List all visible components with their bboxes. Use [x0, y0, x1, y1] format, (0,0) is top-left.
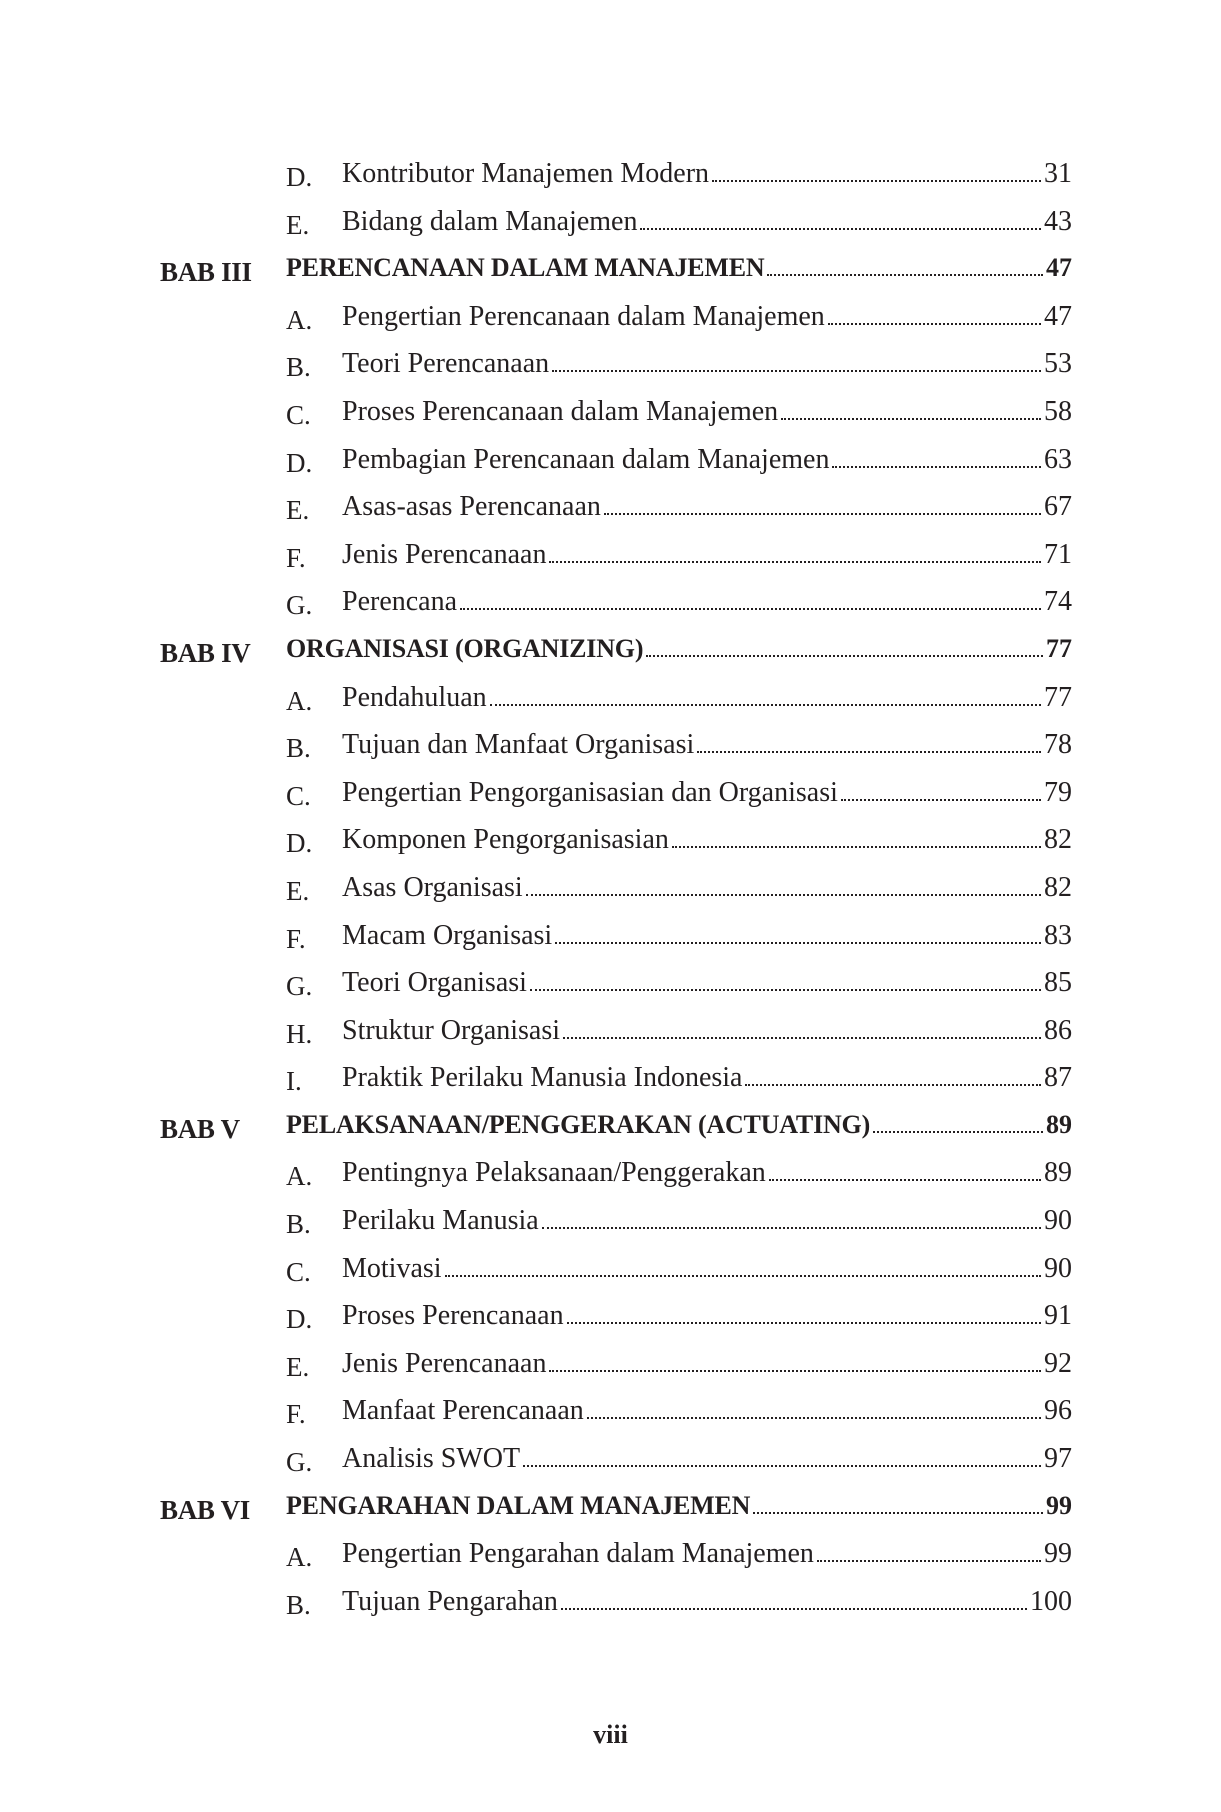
page-ref: 85 [1044, 967, 1072, 999]
section-title: Perilaku Manusia [342, 1205, 539, 1237]
toc-section-row[interactable] [160, 1056, 1072, 1104]
section-title: Tujuan dan Manfaat Organisasi [342, 729, 695, 761]
toc-entry-line [342, 348, 1072, 380]
dot-leader [445, 1274, 1041, 1277]
toc-entry-line [342, 1395, 1072, 1427]
chapter-title: PELAKSANAAN/PENGGERAKAN (ACTUATING) [286, 1109, 871, 1139]
toc-entry-line [342, 967, 1072, 999]
page-ref: 67 [1044, 491, 1072, 523]
toc-chapter-row[interactable] [160, 1485, 1072, 1533]
toc-entry-line [342, 539, 1072, 571]
toc-entry-line [342, 920, 1072, 952]
toc-chapter-row[interactable] [160, 1104, 1072, 1152]
toc-section-row[interactable] [160, 1199, 1072, 1247]
section-title: Teori Perencanaan [342, 348, 550, 380]
toc-entry-line [342, 1348, 1072, 1380]
section-title: Jenis Perencanaan [342, 538, 547, 570]
dot-leader [542, 1226, 1041, 1229]
page-ref: 78 [1044, 729, 1072, 761]
page-ref: 74 [1044, 586, 1072, 618]
toc-section-row[interactable] [160, 580, 1072, 628]
section-letter: F. [286, 1399, 306, 1430]
toc-entry-line [342, 1015, 1072, 1047]
section-letter: B. [286, 733, 311, 764]
toc-entry-line [342, 1062, 1072, 1094]
toc-section-row[interactable] [160, 1342, 1072, 1390]
chapter-number: BAB III [160, 257, 252, 288]
dot-leader [549, 560, 1041, 563]
page-ref: 63 [1044, 443, 1072, 475]
toc-entry-line [286, 253, 1072, 283]
dot-leader [781, 417, 1041, 420]
dot-leader [745, 1083, 1041, 1086]
section-title: Pendahuluan [342, 681, 487, 713]
section-letter: E. [286, 209, 310, 240]
page-ref: 43 [1044, 205, 1072, 237]
toc-entry-line [342, 1586, 1072, 1618]
section-title: Komponen Pengorganisasian [342, 824, 669, 856]
section-title: Analisis SWOT [342, 1443, 521, 1475]
toc-section-row[interactable] [160, 485, 1072, 533]
section-title: Macam Organisasi [342, 919, 553, 951]
section-letter: D. [286, 447, 313, 478]
dot-leader [832, 465, 1041, 468]
toc-section-row[interactable] [160, 533, 1072, 581]
toc-section-row[interactable] [160, 818, 1072, 866]
section-letter: C. [286, 1256, 311, 1287]
toc-section-row[interactable] [160, 676, 1072, 724]
toc-entry-line [342, 1300, 1072, 1332]
page-ref: 87 [1044, 1062, 1072, 1094]
page-ref: 99 [1044, 1538, 1072, 1570]
table-of-contents [160, 152, 1072, 1627]
toc-entry-line [342, 824, 1072, 856]
dot-leader [563, 1036, 1041, 1039]
section-letter: H. [286, 1018, 313, 1049]
dot-leader [490, 703, 1041, 706]
toc-entry-line [342, 1205, 1072, 1237]
section-title: Kontributor Manajemen Modern [342, 158, 710, 189]
page-ref: 53 [1044, 348, 1072, 380]
section-letter: A. [286, 1542, 313, 1573]
page-ref: 77 [1046, 633, 1072, 663]
section-title: Manfaat Perencanaan [342, 1395, 584, 1427]
dot-leader [526, 893, 1041, 896]
dot-leader [604, 512, 1041, 515]
dot-leader [828, 322, 1041, 325]
section-title: Perencana [342, 586, 458, 618]
toc-section-row[interactable] [160, 914, 1072, 962]
page-ref: 99 [1046, 1490, 1072, 1520]
section-letter: B. [286, 352, 311, 383]
section-letter: D. [286, 828, 313, 859]
section-letter: B. [286, 1589, 311, 1620]
page-ref: 89 [1044, 1157, 1072, 1189]
section-title: Pembagian Perencanaan dalam Manajemen [342, 443, 830, 475]
dot-leader [873, 1130, 1043, 1133]
toc-entry-line [342, 1253, 1072, 1285]
page-ref: 79 [1044, 776, 1072, 808]
toc-entry-line [342, 872, 1072, 904]
toc-entry-line [342, 444, 1072, 476]
toc-section-row[interactable] [160, 866, 1072, 914]
section-title: Tujuan Pengarahan [342, 1585, 558, 1617]
section-title: Proses Perencanaan dalam Manajemen [342, 395, 779, 427]
toc-entry-line [342, 729, 1072, 761]
page-ref: 77 [1044, 681, 1072, 713]
section-letter: C. [286, 399, 311, 430]
toc-chapter-row[interactable] [160, 247, 1072, 295]
dot-leader [567, 1321, 1041, 1324]
dot-leader [817, 1559, 1041, 1562]
toc-entry-line [286, 634, 1072, 664]
toc-entry-line [286, 1110, 1072, 1140]
toc-section-row[interactable] [160, 342, 1072, 390]
section-title: Bidang dalam Manajemen [342, 205, 638, 237]
toc-section-row[interactable] [160, 1247, 1072, 1295]
page-ref: 47 [1046, 253, 1072, 283]
page-ref: 100 [1030, 1585, 1072, 1617]
page-ref: 82 [1044, 871, 1072, 903]
section-title: Pengertian Perencanaan dalam Manajemen [342, 300, 825, 332]
toc-section-row[interactable] [160, 1389, 1072, 1437]
section-letter: E. [286, 495, 310, 526]
dot-leader [767, 273, 1043, 276]
section-letter: G. [286, 590, 313, 621]
toc-entry-line [286, 1491, 1072, 1521]
dot-leader [841, 798, 1041, 801]
page-ref: 92 [1044, 1347, 1072, 1379]
section-letter: A. [286, 304, 313, 335]
page-ref: 83 [1044, 919, 1072, 951]
page-ref: 90 [1044, 1252, 1072, 1284]
dot-leader [549, 1369, 1041, 1372]
section-title: Praktik Perilaku Manusia Indonesia [342, 1062, 743, 1094]
dot-leader [552, 369, 1041, 372]
chapter-title: PENGARAHAN DALAM MANAJEMEN [286, 1490, 751, 1520]
chapter-title: ORGANISASI (ORGANIZING) [286, 633, 644, 663]
toc-section-row[interactable] [160, 1532, 1072, 1580]
section-letter: B. [286, 1209, 311, 1240]
page-ref: 47 [1044, 300, 1072, 332]
dot-leader [697, 750, 1041, 753]
dot-leader [555, 941, 1041, 944]
dot-leader [561, 1607, 1027, 1610]
page-ref: 97 [1044, 1443, 1072, 1475]
section-title: Proses Perencanaan [342, 1300, 564, 1332]
toc-section-row[interactable] [160, 1294, 1072, 1342]
toc-entry-line [342, 396, 1072, 428]
chapter-number: BAB V [160, 1113, 240, 1144]
toc-section-row[interactable] [160, 771, 1072, 819]
dot-leader [587, 1416, 1041, 1419]
section-letter: E. [286, 875, 310, 906]
toc-entry-line [342, 1538, 1072, 1570]
page-ref: 90 [1044, 1205, 1072, 1237]
page-ref: 31 [1044, 158, 1072, 189]
section-letter: I. [286, 1066, 302, 1097]
dot-leader [646, 654, 1043, 657]
dot-leader [672, 845, 1041, 848]
toc-section-row[interactable] [160, 1580, 1072, 1628]
section-letter: D. [286, 162, 313, 192]
section-letter: G. [286, 1447, 313, 1478]
page-number: viii [593, 1720, 628, 1749]
section-letter: D. [286, 1304, 313, 1335]
section-title: Struktur Organisasi [342, 1014, 561, 1046]
toc-chapter-row[interactable] [160, 628, 1072, 676]
section-title: Asas-asas Perencanaan [342, 491, 601, 523]
dot-leader [640, 227, 1041, 230]
page-ref: 71 [1044, 538, 1072, 570]
section-letter: G. [286, 971, 313, 1002]
page-ref: 96 [1044, 1395, 1072, 1427]
toc-section-row[interactable] [160, 961, 1072, 1009]
toc-entry-line [342, 491, 1072, 523]
toc-section-row[interactable] [160, 723, 1072, 771]
toc-section-row[interactable] [160, 295, 1072, 343]
toc-entry-line [342, 1443, 1072, 1475]
dot-leader [530, 988, 1041, 991]
section-letter: A. [286, 685, 313, 716]
toc-entry-line [342, 682, 1072, 714]
toc-entry-line [342, 206, 1072, 238]
section-letter: F. [286, 542, 306, 573]
toc-entry-line [342, 158, 1072, 190]
section-letter: F. [286, 923, 306, 954]
chapter-number: BAB VI [160, 1494, 250, 1525]
section-title: Teori Organisasi [342, 967, 527, 999]
toc-section-row[interactable] [160, 438, 1072, 486]
page-ref: 91 [1044, 1300, 1072, 1332]
dot-leader [753, 1511, 1043, 1514]
toc-section-row[interactable] [160, 390, 1072, 438]
toc-section-row[interactable] [160, 200, 1072, 248]
page-ref: 86 [1044, 1014, 1072, 1046]
section-title: Pengertian Pengarahan dalam Manajemen [342, 1538, 814, 1570]
section-title: Asas Organisasi [342, 871, 523, 903]
section-title: Jenis Perencanaan [342, 1347, 547, 1379]
dot-leader [460, 607, 1041, 610]
toc-section-row[interactable] [160, 152, 1072, 200]
toc-section-row[interactable] [160, 1151, 1072, 1199]
toc-entry-line [342, 1157, 1072, 1189]
dot-leader [769, 1178, 1041, 1181]
page-ref: 82 [1044, 824, 1072, 856]
section-letter: C. [286, 780, 311, 811]
chapter-title: PERENCANAAN DALAM MANAJEMEN [286, 253, 765, 283]
dot-leader [712, 179, 1041, 182]
page-ref: 58 [1044, 395, 1072, 427]
toc-section-row[interactable] [160, 1437, 1072, 1485]
section-letter: A. [286, 1161, 313, 1192]
chapter-number: BAB IV [160, 637, 251, 668]
toc-entry-line [342, 301, 1072, 333]
section-title: Motivasi [342, 1252, 442, 1284]
toc-entry-line [342, 777, 1072, 809]
dot-leader [523, 1464, 1041, 1467]
toc-entry-line [342, 586, 1072, 618]
page-ref: 89 [1046, 1109, 1072, 1139]
toc-section-row[interactable] [160, 1009, 1072, 1057]
section-title: Pentingnya Pelaksanaan/Penggerakan [342, 1157, 766, 1189]
section-title: Pengertian Pengorganisasian dan Organisasi [342, 776, 838, 808]
section-letter: E. [286, 1351, 310, 1382]
